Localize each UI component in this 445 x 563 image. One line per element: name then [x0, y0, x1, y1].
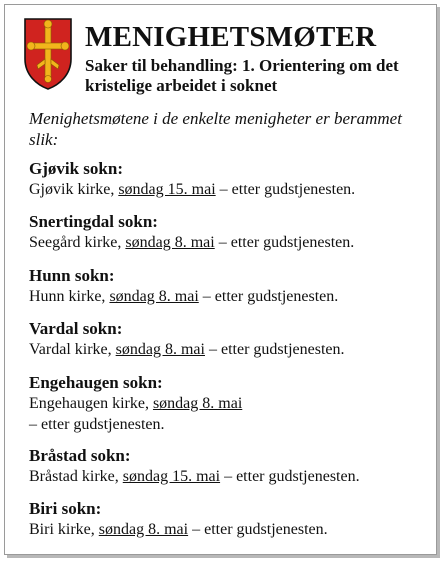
church-name: Bråstad kirke,: [29, 468, 119, 485]
meeting-note: – etter gudstjenesten.: [218, 234, 355, 251]
parish-detail: [29, 179, 424, 200]
parish-detail: [29, 339, 424, 360]
church-name: Gjøvik kirke,: [29, 181, 115, 198]
parish-snertingdal: [29, 211, 424, 253]
meeting-date: søndag 8. mai: [152, 395, 243, 412]
meeting-note: – etter gudstjenesten.: [219, 181, 356, 198]
parish-brastad: [29, 445, 424, 487]
parish-hunn: [29, 265, 424, 307]
meeting-date: søndag 8. mai: [115, 341, 205, 358]
church-name: Vardal kirke,: [29, 341, 112, 358]
church-name: Seegård kirke,: [29, 234, 122, 251]
meeting-date: søndag 8. mai: [109, 288, 199, 305]
parish-engehaugen: [29, 372, 424, 435]
notice-header: [23, 17, 426, 97]
parish-name: Gjøvik sokn:: [29, 159, 123, 178]
notice-frame: [4, 4, 437, 555]
parish-name: Biri sokn:: [29, 499, 102, 518]
church-name: Engehaugen kirke,: [29, 395, 149, 412]
meeting-date: søndag 8. mai: [98, 521, 189, 538]
parish-detail: [29, 466, 424, 487]
parish-name: Engehaugen sokn:: [29, 373, 163, 392]
meeting-note: – etter gudstjenesten.: [192, 521, 328, 538]
parish-biri: [29, 498, 424, 540]
meeting-note: – etter gudstjenesten.: [202, 288, 339, 305]
parish-name: Hunn sokn:: [29, 266, 115, 285]
parish-name: Bråstad sokn:: [29, 446, 131, 465]
notice-subtitle: Saker til behandling: 1. Orientering om det kristelige arbeidet i soknet: [85, 56, 399, 95]
meeting-date: søndag 15. mai: [122, 468, 221, 485]
parish-name: Vardal sokn:: [29, 319, 123, 338]
church-name: Biri kirke,: [29, 521, 95, 538]
meeting-date: søndag 8. mai: [125, 234, 215, 251]
notice-title: MENIGHETSMØTER: [85, 21, 377, 53]
parish-detail: [29, 519, 424, 540]
church-crest-icon: [23, 17, 73, 91]
parish-vardal: [29, 318, 424, 360]
intro-text: Menighetsmøtene i de enkelte menigheter er berammet slik:: [29, 109, 402, 149]
parish-detail: [29, 393, 424, 435]
church-name: Hunn kirke,: [29, 288, 106, 305]
parish-detail: [29, 286, 424, 307]
meeting-note: – etter gudstjenesten.: [208, 341, 345, 358]
meeting-note: – etter gudstjenesten.: [29, 416, 165, 433]
parish-detail: [29, 232, 424, 253]
meeting-date: søndag 15. mai: [118, 181, 216, 198]
parish-gjovik: [29, 158, 424, 200]
parish-name: Snertingdal sokn:: [29, 212, 158, 231]
meeting-note: – etter gudstjenesten.: [224, 468, 360, 485]
